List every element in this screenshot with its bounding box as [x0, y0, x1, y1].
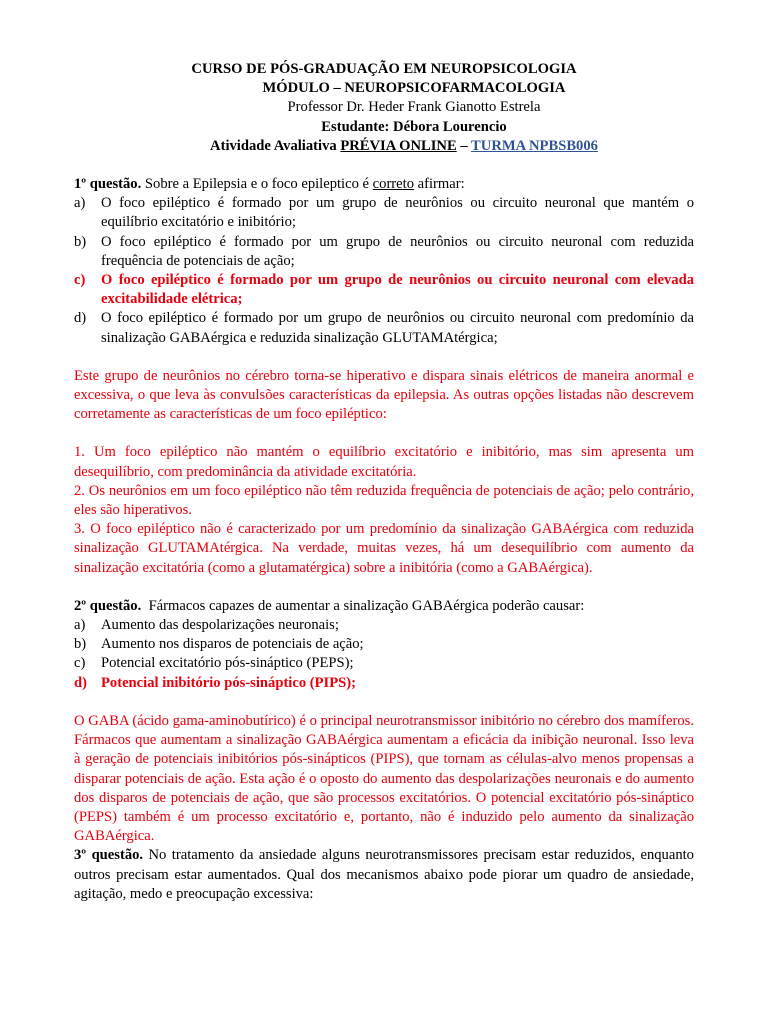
question-2-label: 2º questão. — [74, 597, 142, 614]
student-name: Estudante: Débora Lourencio — [321, 118, 507, 135]
q1-explanation-3: 3. O foco epiléptico não é caracterizado por um predomínio da sinalização GABAérgica com reduzida sinalização GLUTAMAtérgica. Na verdade, muitas vezes, há um desequilíbrio com aumento da sinalização excitatória (como a glutamatérgica) sobre a inibitória (como a GABAérgica). — [74, 521, 694, 576]
q1-explanations — [74, 443, 694, 577]
activity-line — [74, 137, 694, 156]
question-1-keyword: correto — [372, 176, 414, 193]
q2-option-c — [74, 654, 694, 673]
question-3-prompt — [74, 846, 694, 904]
document-header — [74, 60, 694, 156]
question-1-label: 1º questão. — [74, 176, 142, 193]
option-text: Potencial excitatório pós-sináptico (PEPS); — [101, 655, 354, 672]
option-letter: b) — [74, 636, 87, 653]
option-letter: c) — [74, 272, 86, 289]
activity-prefix: Atividade Avaliativa — [210, 137, 341, 154]
q1-option-c-correct — [74, 271, 694, 309]
activity-previa: PRÉVIA ONLINE — [340, 137, 457, 154]
question-2-text: Fármacos capazes de aumentar a sinalização GABAérgica poderão causar: — [141, 597, 585, 614]
option-letter: c) — [74, 655, 86, 672]
q2-option-b — [74, 635, 694, 654]
question-1-prompt — [74, 175, 694, 194]
question-3 — [74, 846, 694, 904]
question-3-text: No tratamento da ansiedade alguns neurotransmissores precisam estar reduzidos, enquanto outros precisam estar aumentados. Qual dos mecanismos abaixo pode piorar um quadro de ansiedade, agitação, medo e preocupação excessiva: — [74, 847, 694, 902]
question-3-label: 3º questão. — [74, 847, 144, 864]
professor-name: Professor Dr. Heder Frank Gianotto Estrela — [287, 99, 541, 116]
option-letter: d) — [74, 674, 87, 691]
option-text: O foco epiléptico é formado por um grupo de neurônios ou circuito neuronal com elevada excitabilidade elétrica; — [101, 272, 694, 308]
q2-answer-paragraph: O GABA (ácido gama-aminobutírico) é o principal neurotransmissor inibitório no cérebro dos mamíferos. Fármacos que aumentam a sinalização GABAérgica aumentam a eficácia da inibição neuronal. Isso leva à geração de potenciais inibitórios pós-sinápticos (PIPS), que tornam as células-alvo menos propensas a disparar potenciais de ação. Esta ação é o oposto do aumento das despolarizações neuronais e do aumento dos disparos de potenciais de ação, que são processos excitatórios. O potencial excitatório pós-sináptico (PEPS) também é um processo excitatório e, portanto, não é induzido pelo aumento da sinalização GABAérgica. — [74, 712, 694, 845]
q2-option-a — [74, 616, 694, 635]
q1-option-a — [74, 194, 694, 232]
q1-option-d — [74, 309, 694, 347]
option-text: Potencial inibitório pós-sináptico (PIPS); — [101, 674, 356, 691]
q1-answer-paragraph: Este grupo de neurônios no cérebro torna-se hiperativo e dispara sinais elétricos de maneira anormal e excessiva, o que leva às convulsões características da epilepsia. As outras opções listadas não descrevem corretamente as características de um foco epiléptico: — [74, 367, 694, 423]
option-letter: a) — [74, 195, 86, 212]
option-letter: a) — [74, 617, 86, 634]
option-text: O foco epiléptico é formado por um grupo de neurônios ou circuito neuronal com reduzida frequência de potenciais de ação; — [101, 233, 694, 269]
option-text: Aumento nos disparos de potenciais de ação; — [101, 636, 364, 653]
q1-explanation-2: 2. Os neurônios em um foco epiléptico não têm reduzida frequência de potenciais de ação; pelo contrário, eles são hiperativos. — [74, 482, 694, 519]
question-2 — [74, 597, 694, 846]
option-letter: d) — [74, 310, 87, 327]
turma-link[interactable]: TURMA NPBSB006 — [471, 137, 598, 154]
option-text: O foco epiléptico é formado por um grupo de neurônios ou circuito neuronal que mantém o equilíbrio excitatório e inibitório; — [101, 195, 694, 231]
question-1-text-end: afirmar: — [414, 176, 465, 193]
q2-option-d-correct — [74, 674, 694, 693]
activity-dash: – — [456, 137, 472, 154]
question-2-prompt — [74, 597, 694, 616]
module-title: MÓDULO – NEUROPSICOFARMACOLOGIA — [262, 80, 566, 97]
option-text: O foco epiléptico é formado por um grupo de neurônios ou circuito neuronal com predomínio da sinalização GABAérgica e reduzida sinalização GLUTAMAtérgica; — [101, 310, 694, 346]
question-1-text: Sobre a Epilepsia e o foco epileptico é — [141, 176, 373, 193]
q1-option-b — [74, 233, 694, 271]
option-text: Aumento das despolarizações neuronais; — [101, 617, 339, 634]
option-letter: b) — [74, 233, 87, 250]
q1-explanation-1: 1. Um foco epiléptico não mantém o equilíbrio excitatório e inibitório, mas sim apresenta um desequilíbrio, com predominância da atividade excitatória. — [74, 444, 694, 480]
question-1 — [74, 175, 694, 578]
course-title: CURSO DE PÓS-GRADUAÇÃO EM NEUROPSICOLOGIA — [191, 61, 577, 77]
